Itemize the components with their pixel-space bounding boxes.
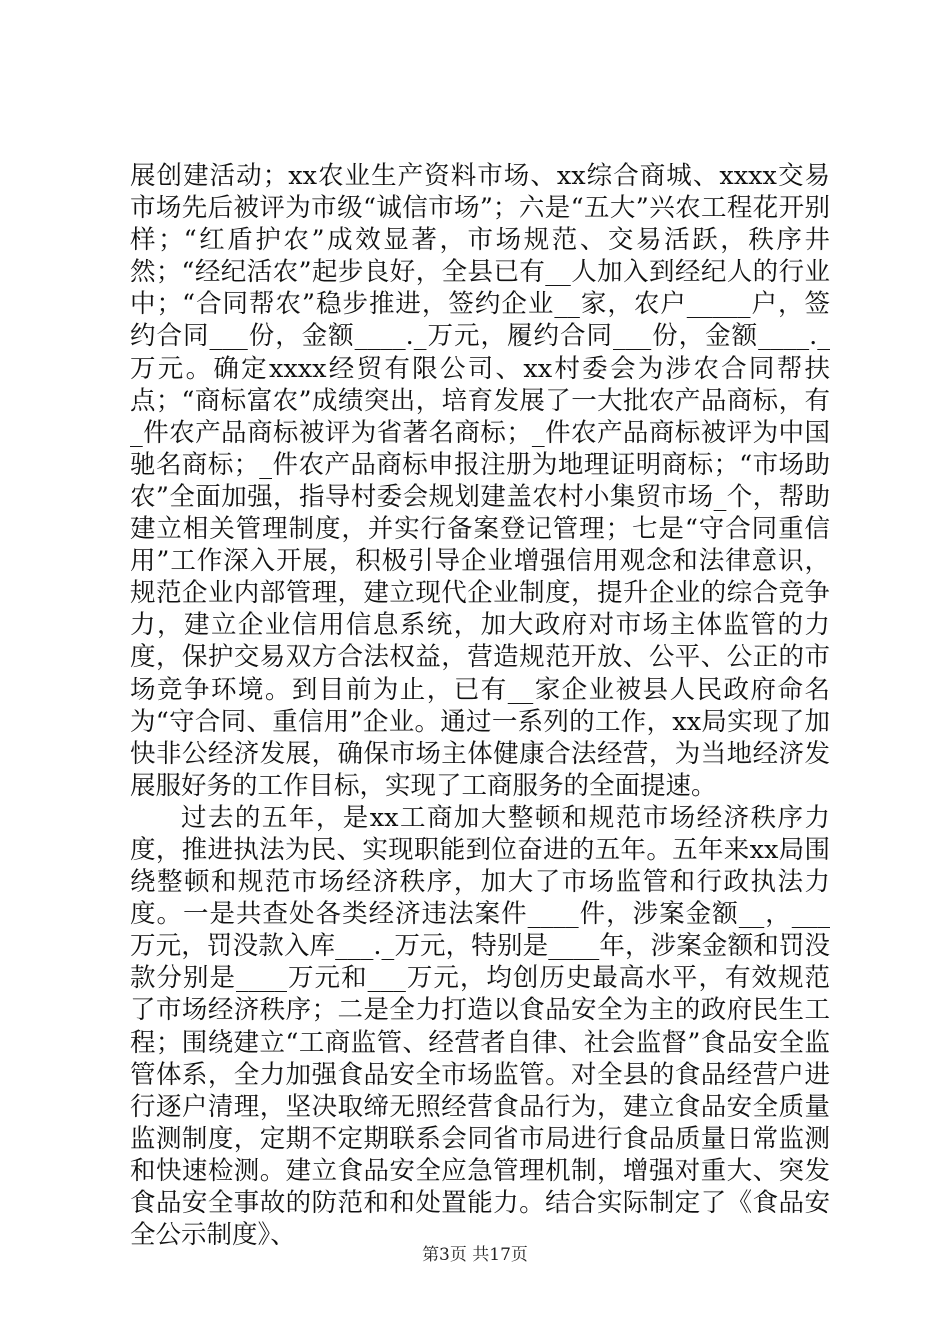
paragraph-1: 展创建活动；xx农业生产资料市场、xx综合商城、xxxx交易市场先后被评为市级“诚信市场”；六是“五大”兴农工程花开别样；“红盾护农”成效显著，市场规范、交易活跃，秩序井然；“经纪活农”起步良好，全县已有__人加入到经纪人的行业中；“合同帮农”稳步推进，签约企业__家，农户_____户，签约合同___份，金额____._万元，履约合同___份，金额____._万元。确定xxxx经贸有限公司、xx村委会为涉农合同帮扶点；“商标富农”成绩突出，培育发展了一大批农产品商标，有_件农产品商标被评为省著名商标；_件农产品商标被评为中国驰名商标；_件农产品商标申报注册为地理证明商标；“市场助农”全面加强，指导村委会规划建盖农村小集贸市场_个，帮助建立相关管理制度，并实行备案登记管理；七是“守合同重信用”工作深入开展，积极引导企业增强信用观念和法律意识，规范企业内部管理，建立现代企业制度，提升企业的综合竞争力，建立企业信用信息系统，加大政府对市场主体监管的力度，保护交易双方合法权益，营造规范开放、公平、公正的市场竞争环境。到目前为止，已有__家企业被县人民政府命名为“守合同、重信用”企业。通过一系列的工作，xx局实现了加快非公经济发展，确保市场主体健康合法经营，为当地经济发展服好务的工作目标，实现了工商服务的全面提速。 xyxy=(130,161,830,801)
page-footer xyxy=(0,1244,950,1266)
page-number: 第3页 共17页 xyxy=(422,1245,528,1265)
document-body xyxy=(130,160,830,1251)
paragraph-2: 过去的五年，是xx工商加大整顿和规范市场经济秩序力度，推进执法为民、实现职能到位奋进的五年。五年来xx局围绕整顿和规范市场经济秩序，加大了市场监管和行政执法力度。一是共查处各类经济违法案件____件，涉案金额__，___万元，罚没款入库___._万元，特别是____年，涉案金额和罚没款分别是____万元和___万元，均创历史最高水平，有效规范了市场经济秩序；二是全力打造以食品安全为主的政府民生工程；围绕建立“工商监管、经营者自律、社会监督”食品安全监管体系，全力加强食品安全市场监管。对全县的食品经营户进行逐户清理，坚决取缔无照经营食品行为，建立食品安全质量监测制度，定期不定期联系会同省市局进行食品质量日常监测和快速检测。建立食品安全应急管理机制，增强对重大、突发食品安全事故的防范和和处置能力。结合实际制定了《食品安全公示制度》、 xyxy=(130,802,830,1251)
